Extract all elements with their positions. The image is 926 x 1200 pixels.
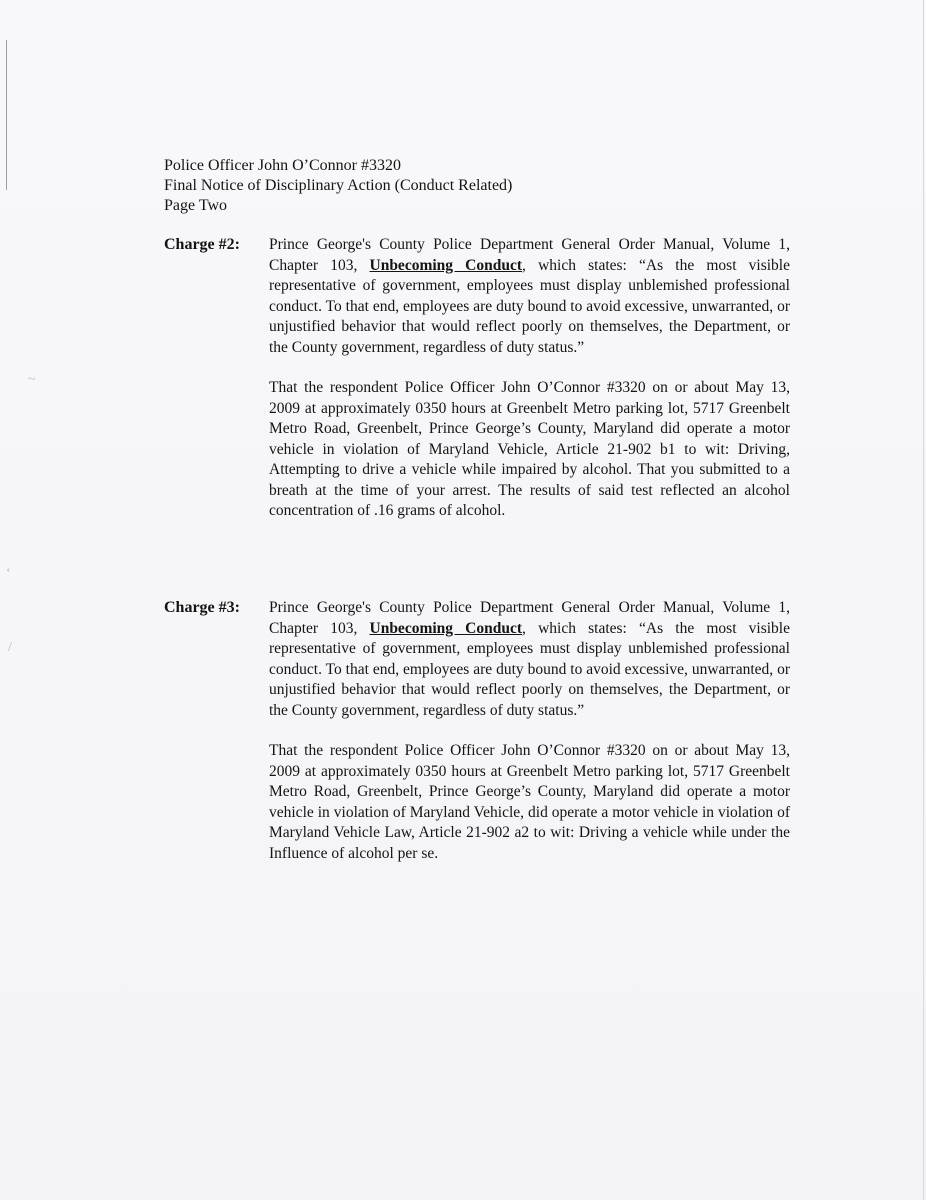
charge-rule-paragraph xyxy=(269,235,790,358)
charge-specification-paragraph: That the respondent Police Officer John O’Connor #3320 on or about May 13, 2009 at approximately 0350 hours at Greenbelt Metro parking lot, 5717 Greenbelt Metro Road, Greenbelt, Prince George’s County, Maryland did operate a motor vehicle in violation of Maryland Vehicle, did operate a motor vehicle in violation of Maryland Vehicle Law, Article 21-902 a2 to wit: Driving a vehicle while under the Influence of alcohol per se. xyxy=(269,742,790,862)
charge-specification-paragraph: That the respondent Police Officer John O’Connor #3320 on or about May 13, 2009 at approximately 0350 hours at Greenbelt Metro parking lot, 5717 Greenbelt Metro Road, Greenbelt, Prince George’s County, Maryland did operate a motor vehicle in violation of Maryland Vehicle, Article 21-902 b1 to wit: Driving, Attempting to drive a vehicle while impaired by alcohol. That you submitted to a breath at the time of your arrest. The results of said test reflected an alcohol concentration of .16 grams of alcohol. xyxy=(269,379,790,519)
rule-title: Unbecoming Conduct xyxy=(369,256,523,274)
charge-label: Charge #3: xyxy=(164,599,240,616)
header-notice-line: Final Notice of Disciplinary Action (Conduct Related) xyxy=(164,177,513,194)
scan-edge-right xyxy=(923,0,924,1200)
scan-speck: / xyxy=(8,640,12,655)
charge-label: Charge #2: xyxy=(164,236,240,253)
rule-title: Unbecoming Conduct xyxy=(369,619,523,637)
rule-text-pre: Prince George's County Police Department General Order Manual, Volume 1, Chapter 103, xyxy=(269,599,790,637)
charge-body xyxy=(269,598,790,884)
header-officer-line: Police Officer John O’Connor #3320 xyxy=(164,157,401,174)
charge-rule-paragraph xyxy=(269,598,790,721)
rule-text-pre: Prince George's County Police Department General Order Manual, Volume 1, Chapter 103, xyxy=(269,236,790,274)
rule-text-post: , which states: “As the most visible representative of government, employees must display unblemished professional conduct. To that end, employees are duty bound to avoid excessive, unwarranted, or unjustified behavior that would reflect poorly on themselves, the Department, or the County government, regardless of duty status.” xyxy=(269,256,790,356)
rule-text-post: , which states: “As the most visible representative of government, employees must display unblemished professional conduct. To that end, employees are duty bound to avoid excessive, unwarranted, or unjustified behavior that would reflect poorly on themselves, the Department, or the County government, regardless of duty status.” xyxy=(269,619,790,719)
scan-speck: ~ xyxy=(28,372,36,387)
charge-body xyxy=(269,235,790,542)
header-page-line: Page Two xyxy=(164,197,228,214)
scan-edge-mark xyxy=(6,40,7,190)
scan-speck: ‘ xyxy=(6,566,11,581)
document-header xyxy=(164,156,512,216)
